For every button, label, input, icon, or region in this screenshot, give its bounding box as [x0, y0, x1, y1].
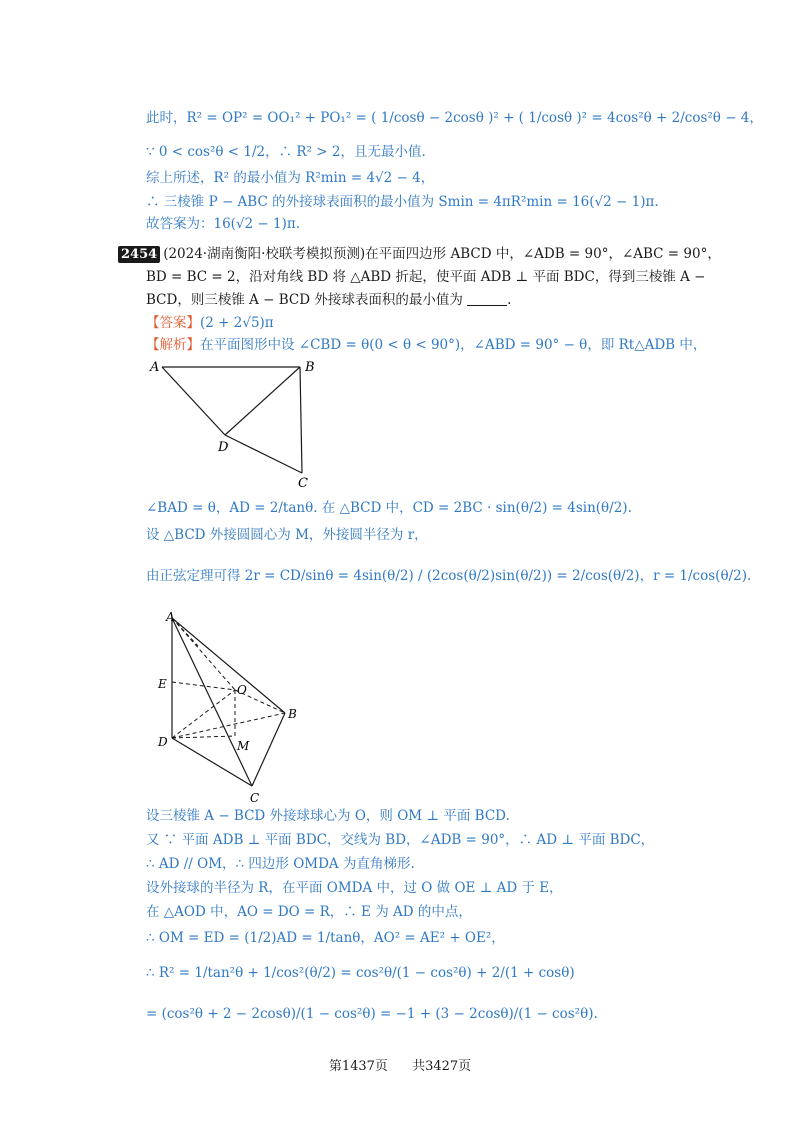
analysis-line-3: 设 △BCD 外接圆圆心为 M，外接圆半径为 r，: [146, 527, 428, 543]
prev-solution-line-2: ∵ 0 < cos²θ < 1/2，∴ R² > 2，且无最小值.: [146, 144, 426, 160]
label-m: M: [237, 739, 250, 753]
label-e: E: [158, 677, 167, 691]
edge-ab: [172, 618, 285, 713]
problem-text-1: (2024·湖南衡阳·校联考模拟预测)在平面四边形 ABCD 中，∠ADB = 90°，∠ABC = 90°，: [163, 246, 721, 262]
figure-planar-quadrilateral: [140, 355, 340, 490]
label-c: C: [298, 476, 308, 490]
prev-solution-line-5: 故答案为：16(√2 − 1)π.: [146, 216, 301, 232]
label-d: D: [218, 440, 229, 455]
label-o: O: [237, 683, 247, 697]
edge-bc: [300, 367, 302, 473]
edge-bd: [225, 367, 300, 435]
analysis-line-8: 设外接球的半径为 R，在平面 OMDA 中，过 O 做 OE ⊥ AD 于 E，: [146, 880, 563, 896]
analysis-line-2: ∠BAD = θ，AD = 2/tanθ. 在 △BCD 中，CD = 2BC · sin(θ/2) = 4sin(θ/2).: [146, 500, 632, 516]
analysis-text-1: 在平面图形中设 ∠CBD = θ(0 < θ < 90°)，∠ABD = 90° − θ，即 Rt△ADB 中，: [200, 337, 707, 353]
answer-tag: 【答案】: [146, 315, 200, 331]
prev-solution-line-3: 综上所述，R² 的最小值为 R²min = 4√2 − 4，: [146, 170, 435, 186]
analysis-line-10: ∴ OM = ED = (1/2)AD = 1/tanθ，AO² = AE² + OE²，: [146, 930, 505, 946]
analysis-line-5: 设三棱锥 A − BCD 外接球球心为 O，则 OM ⊥ 平面 BCD.: [146, 808, 510, 824]
problem-text-3: BCD，则三棱锥 A − BCD 外接球表面积的最小值为: [146, 292, 463, 308]
analysis-line-6: 又 ∵ 平面 ADB ⊥ 平面 BDC，交线为 BD，∠ADB = 90°，∴ AD ⊥ 平面 BDC，: [146, 832, 655, 848]
problem-text-3-end: .: [507, 292, 512, 308]
total-pages: 共3427页: [412, 1059, 472, 1074]
analysis-tag: 【解析】: [146, 337, 200, 353]
analysis-line-7: ∴ AD // OM，∴ 四边形 OMDA 为直角梯形.: [146, 856, 415, 872]
analysis-line-12: = (cos²θ + 2 − 2cosθ)/(1 − cos²θ) = −1 + (3 − 2cosθ)/(1 − cos²θ).: [146, 1006, 598, 1022]
edge-bc: [252, 713, 285, 786]
label-b: B: [288, 707, 297, 721]
problem-line-2: BD = BC = 2，沿对角线 BD 将 △ABD 折起，使平面 ADB ⊥ 平面 BDC，得到三棱锥 A −: [146, 269, 706, 285]
problem-line-3: [146, 290, 511, 310]
prev-solution-line-4: ∴ 三棱锥 P − ABC 的外接球表面积的最小值为 Smin = 4πR²min = 16(√2 − 1)π.: [146, 194, 659, 210]
edge-a-inner: [172, 618, 198, 646]
problem-number-badge: 2454: [118, 246, 160, 263]
analysis-line-11: ∴ R² = 1/tan²θ + 1/cos²(θ/2) = cos²θ/(1 − cos²θ) + 2/(1 + cosθ): [146, 965, 575, 981]
analysis-line-4: 由正弦定理可得 2r = CD/sinθ = 4sin(θ/2) / (2cos(θ/2)sin(θ/2)) = 2/cos(θ/2)，r = 1/cos(θ/2).: [146, 568, 752, 584]
label-a: A: [166, 610, 175, 624]
page-number: 第1437页: [328, 1059, 388, 1074]
label-c: C: [250, 791, 260, 805]
edge-dc: [225, 435, 302, 473]
figure-tetrahedron: [150, 608, 310, 808]
analysis-line-1: [146, 335, 706, 355]
prev-solution-line-1: 此时，R² = OP² = OO₁² + PO₁² = ( 1/cosθ − 2cosθ )² + ( 1/cosθ )² = 4cos²θ + 2/cos²θ − 4，: [146, 110, 763, 126]
edge-ad: [162, 367, 225, 435]
analysis-line-9: 在 △AOD 中，AO = DO = R，∴ E 为 AD 的中点，: [146, 904, 472, 920]
edge-ac: [172, 618, 252, 786]
answer-line: [146, 313, 274, 333]
label-b: B: [305, 360, 315, 375]
label-d: D: [158, 735, 168, 749]
problem-line-1: [118, 244, 721, 264]
answer-blank: [467, 291, 507, 306]
label-a: A: [150, 360, 160, 375]
answer-value: (2 + 2√5)π: [200, 315, 274, 331]
page-footer: [0, 1055, 800, 1074]
